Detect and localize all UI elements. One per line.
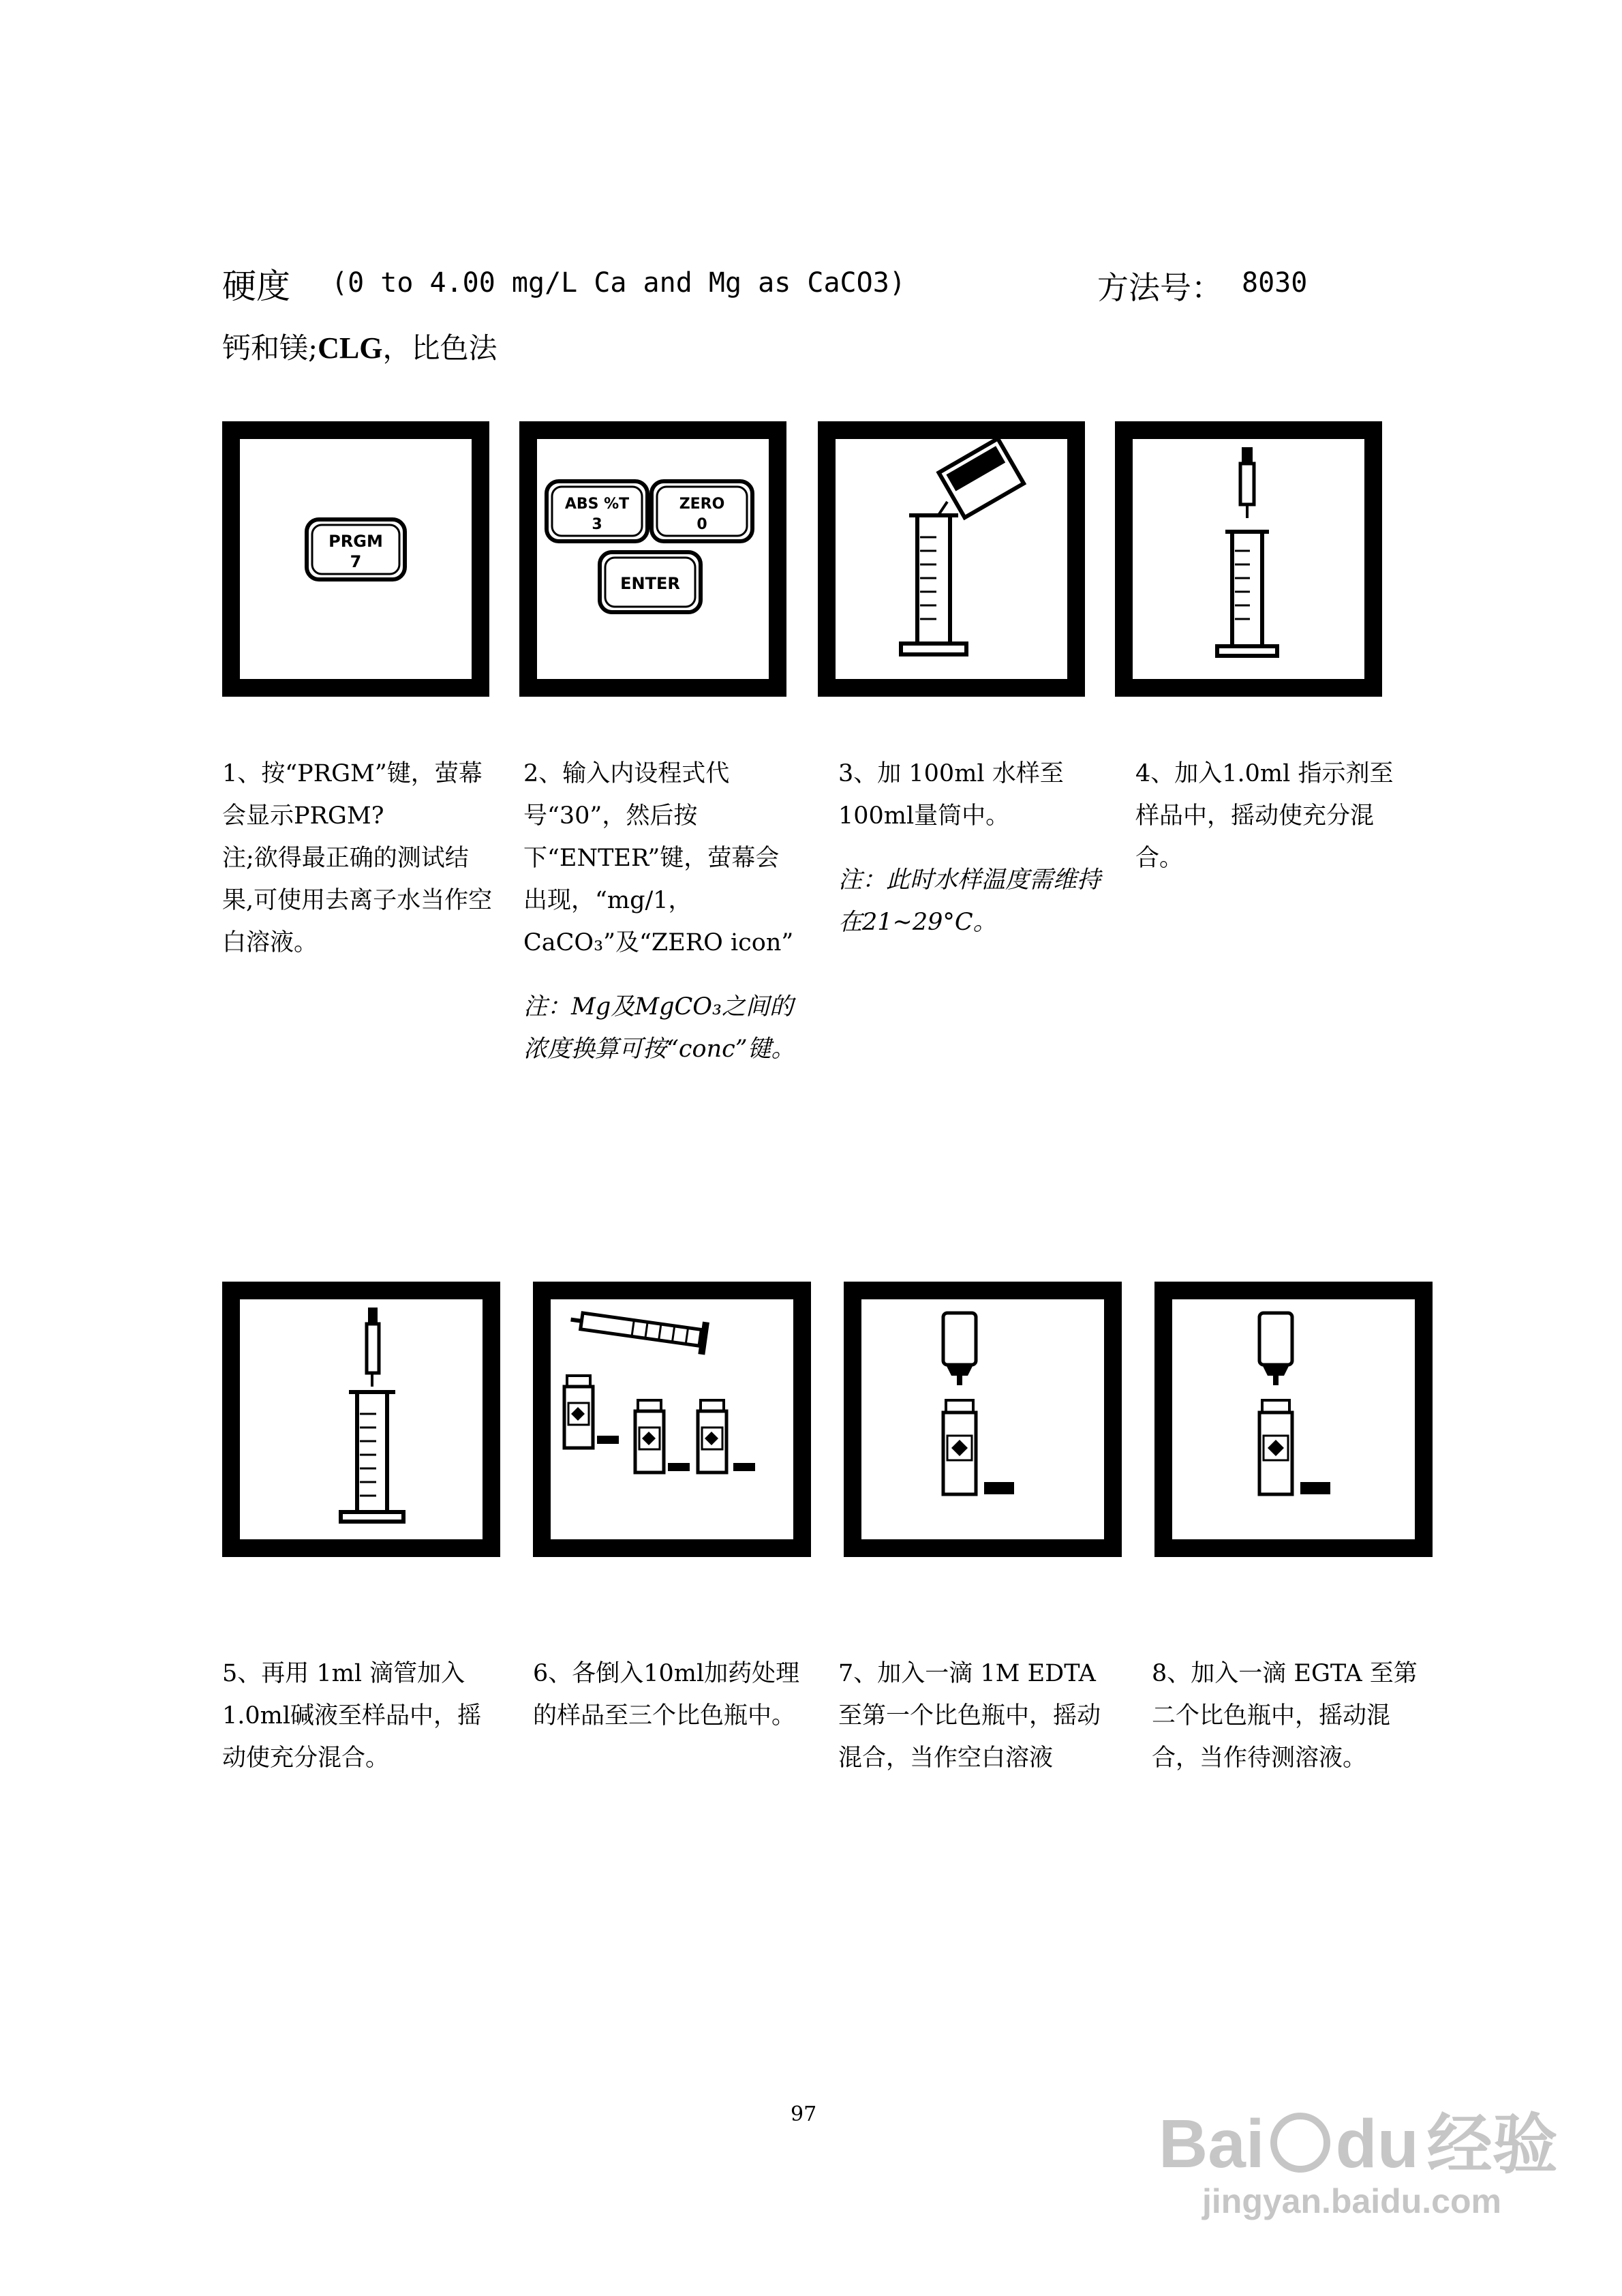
page-number: 97 bbox=[791, 2102, 817, 2126]
step-8-text bbox=[1152, 1652, 1424, 1779]
step-5-instruction: 5、再用 1ml 滴管加入1.0ml碱液至样品中，摇动使充分混合。 bbox=[222, 1660, 482, 1772]
step-1-illustration bbox=[222, 421, 489, 697]
step-3-note: 注：此时水样温度需维持在21~29°C。 bbox=[838, 866, 1101, 936]
method-number: 8030 bbox=[1242, 267, 1308, 299]
step-2-text bbox=[523, 753, 796, 1070]
step-7-illustration bbox=[844, 1282, 1122, 1557]
pour-into-cylinder-icon bbox=[836, 439, 1067, 679]
step-6-instruction: 6、各倒入10ml加药处理的样品至三个比色瓶中。 bbox=[533, 1660, 800, 1729]
step-1-instruction: 1、按“PRGM”键，萤幕会显示PRGM? bbox=[222, 760, 483, 830]
prgm-key-number: 7 bbox=[350, 552, 362, 571]
dropper-bottle-cell-icon bbox=[1172, 1299, 1415, 1539]
abs-key-number: 3 bbox=[592, 516, 602, 533]
measurement-range: (0 to 4.00 mg/L Ca and Mg as CaCO3) bbox=[331, 267, 906, 299]
step-7-text bbox=[838, 1652, 1111, 1779]
step-6-text bbox=[533, 1652, 806, 1737]
method-label: 方法号： bbox=[1097, 269, 1223, 306]
enter-key-label: ENTER bbox=[620, 574, 680, 593]
step-3-illustration bbox=[818, 421, 1085, 697]
prgm-key-label: PRGM bbox=[328, 532, 383, 551]
page-title: 硬度 bbox=[222, 267, 290, 306]
subtitle bbox=[222, 326, 498, 367]
dropper-cylinder-icon bbox=[240, 1299, 483, 1539]
sample-cell-icon bbox=[943, 1400, 1014, 1494]
sample-cell-icon bbox=[1259, 1400, 1330, 1494]
step-2-illustration bbox=[519, 421, 786, 697]
step-1-note: 注;欲得最正确的测试结果,可使用去离子水当作空白溶液。 bbox=[222, 845, 493, 956]
step-4-instruction: 4、加入1.0ml 指示剂至样品中，摇动使充分混合。 bbox=[1135, 760, 1394, 872]
step-3-text bbox=[838, 753, 1111, 943]
sample-cell-icon bbox=[635, 1400, 690, 1472]
pipette-bottles-icon bbox=[551, 1299, 793, 1539]
baidu-watermark bbox=[1159, 2093, 1558, 2186]
dropper-bottle-icon bbox=[943, 1313, 976, 1385]
step-2-instruction: 2、输入内设程式代号“30”，然后按下“ENTER”键，萤幕会出现，“mg/1，CaCO₃”及“ZERO icon” bbox=[523, 760, 794, 956]
step-4-illustration bbox=[1115, 421, 1382, 697]
dropper-cylinder-icon bbox=[1133, 439, 1364, 679]
beaker-icon bbox=[939, 439, 1024, 517]
abs-key-label: ABS %T bbox=[564, 496, 630, 513]
step-5-illustration bbox=[222, 1282, 500, 1557]
zero-key-number: 0 bbox=[697, 516, 707, 533]
watermark-brand: Bai bbox=[1159, 2106, 1265, 2182]
pipette-icon bbox=[568, 1303, 709, 1355]
step-1-text bbox=[222, 753, 495, 964]
watermark-cn: 经验 bbox=[1426, 2109, 1558, 2181]
dropper-bottle-icon bbox=[1259, 1313, 1292, 1385]
paw-icon bbox=[1270, 2113, 1330, 2173]
step-5-text bbox=[222, 1652, 495, 1779]
step-2-note: 注：Mg及MgCO₃之间的浓度换算可按“conc”键。 bbox=[523, 993, 795, 1063]
zero-key-label: ZERO bbox=[679, 496, 725, 513]
step-3-instruction: 3、加 100ml 水样至100ml量筒中。 bbox=[838, 760, 1064, 830]
step-7-instruction: 7、加入一滴 1M EDTA 至第一个比色瓶中，摇动混合，当作空白溶液 bbox=[838, 1660, 1101, 1772]
watermark-url: jingyan.baidu.com bbox=[1202, 2182, 1501, 2220]
prgm-key-icon bbox=[240, 439, 472, 679]
dropper-bottle-cell-icon bbox=[861, 1299, 1104, 1539]
sample-cell-icon bbox=[564, 1376, 619, 1448]
step-8-instruction: 8、加入一滴 EGTA 至第二个比色瓶中，摇动混合，当作待测溶液。 bbox=[1152, 1660, 1418, 1772]
keypad-icon bbox=[537, 439, 769, 679]
subtitle-suffix: ，比色法 bbox=[382, 331, 498, 365]
subtitle-prefix: 钙和镁; bbox=[222, 331, 318, 365]
watermark-brand-2: du bbox=[1335, 2106, 1419, 2182]
step-4-text bbox=[1135, 753, 1408, 879]
step-8-illustration bbox=[1154, 1282, 1433, 1557]
step-6-illustration bbox=[533, 1282, 811, 1557]
sample-cell-icon bbox=[698, 1400, 755, 1472]
subtitle-bold: CLG bbox=[318, 331, 383, 365]
